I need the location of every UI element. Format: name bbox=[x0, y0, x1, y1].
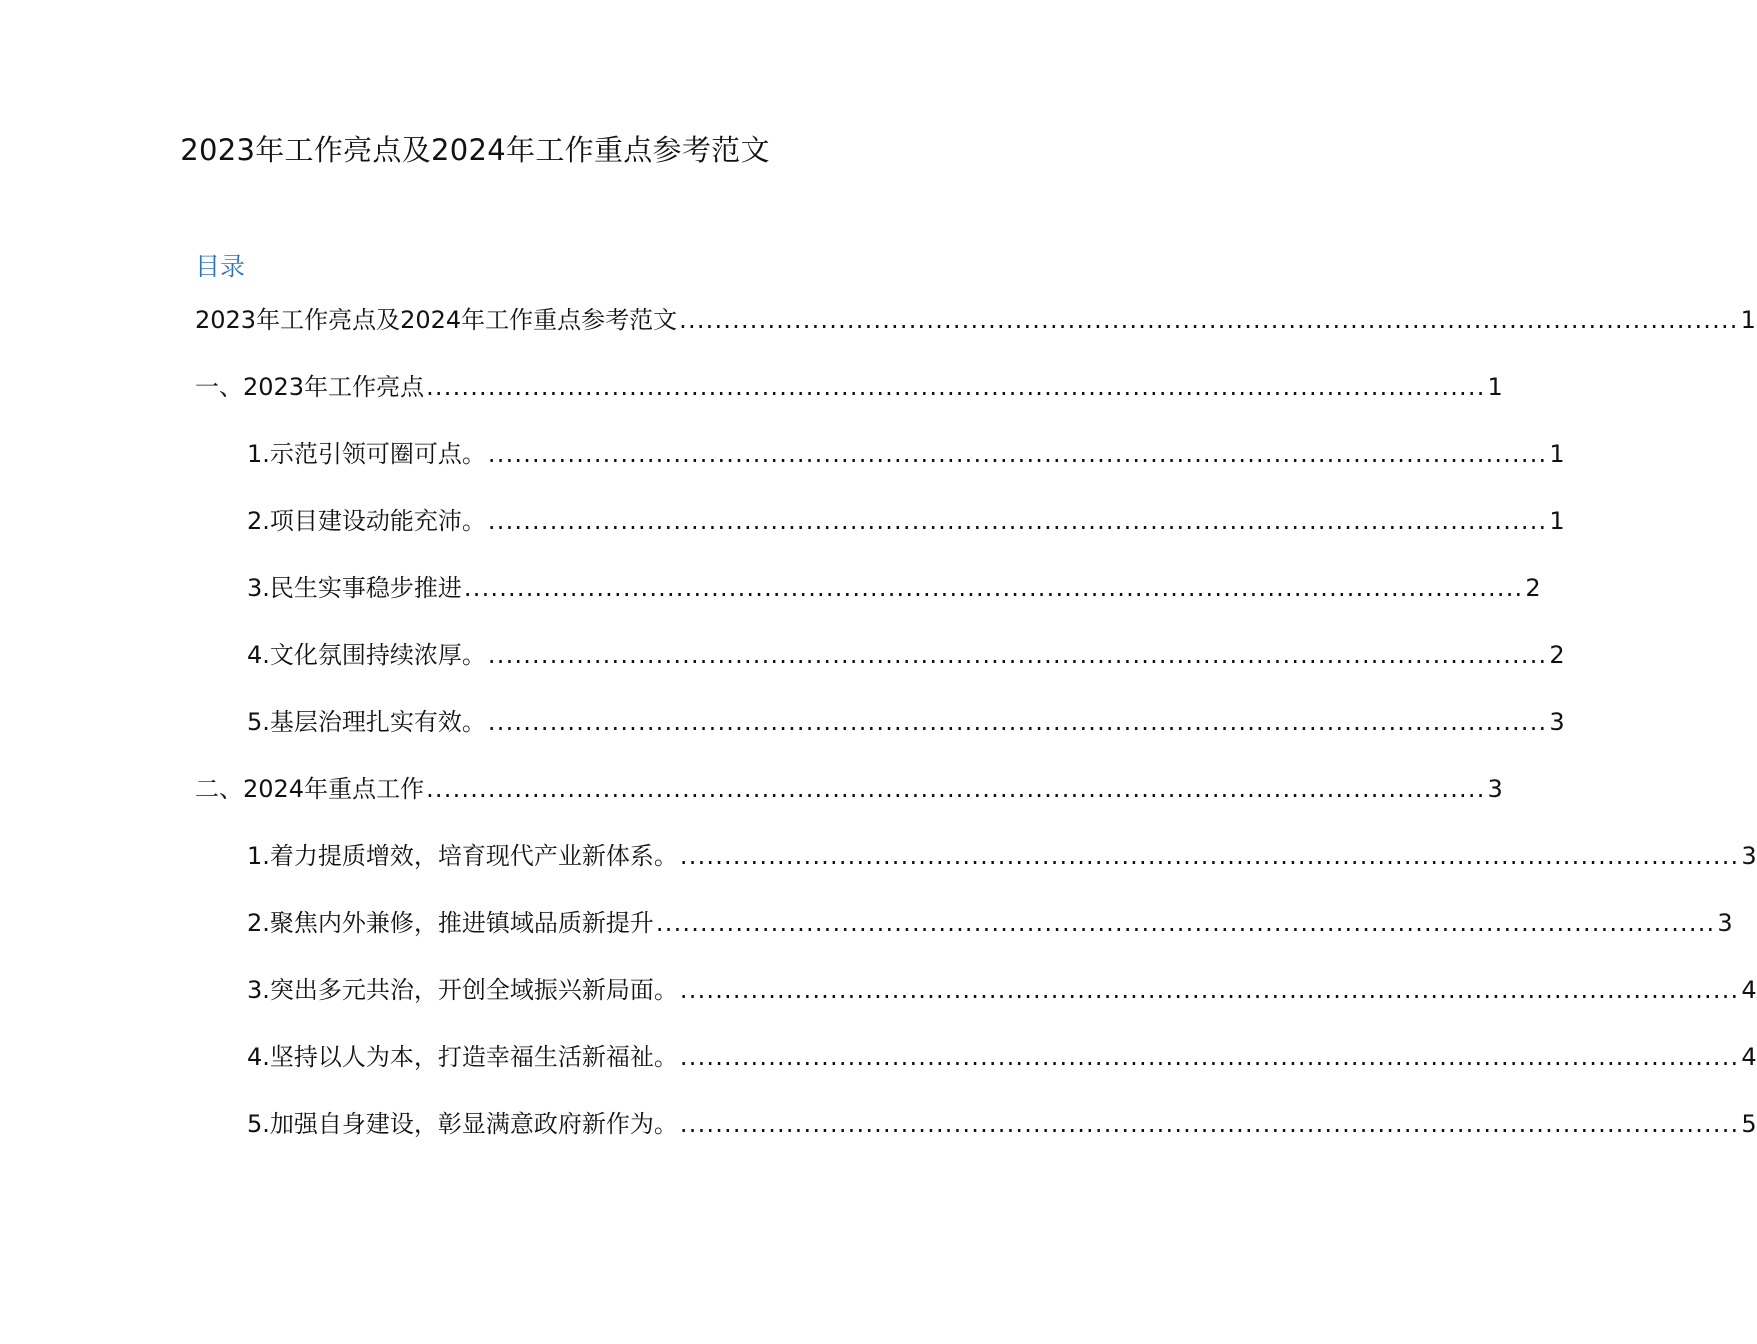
toc-leader-dots: ........................................................................................................................ bbox=[463, 574, 1524, 602]
toc-entry-text: 1.着力提质增效，培育现代产业新体系。 bbox=[247, 842, 678, 870]
toc-entry[interactable] bbox=[195, 772, 1503, 806]
page-title: 2023年工作亮点及2024年工作重点参考范文 bbox=[180, 133, 770, 167]
toc-entry[interactable] bbox=[247, 973, 1757, 1007]
toc-entry-page: 2 bbox=[1549, 641, 1565, 669]
toc-entry-text: 2.聚焦内外兼修，推进镇域品质新提升 bbox=[247, 909, 654, 937]
toc-entry-text: 3.突出多元共治，开创全域振兴新局面。 bbox=[247, 976, 678, 1004]
toc-entry-page: 1 bbox=[1549, 440, 1565, 468]
toc-leader-dots: ........................................................................................................................ bbox=[655, 909, 1716, 937]
toc-entry-text: 5.加强自身建设，彰显满意政府新作为。 bbox=[247, 1110, 678, 1138]
toc-entry[interactable] bbox=[247, 705, 1565, 739]
toc-entry-text: 4.坚持以人为本，打造幸福生活新福祉。 bbox=[247, 1043, 678, 1071]
toc-leader-dots: ........................................................................................................................ bbox=[426, 373, 1486, 401]
toc-leader-dots: ........................................................................................................................ bbox=[679, 976, 1740, 1004]
toc-entry-page: 4 bbox=[1741, 976, 1757, 1004]
toc-entry[interactable] bbox=[247, 906, 1733, 940]
toc-entry-page: 1 bbox=[1740, 306, 1756, 334]
toc-entry-text: 4.文化氛围持续浓厚。 bbox=[247, 641, 486, 669]
toc-entry[interactable] bbox=[247, 638, 1565, 672]
toc-entry-page: 3 bbox=[1717, 909, 1733, 937]
toc-entry-page: 5 bbox=[1741, 1110, 1757, 1138]
toc-entry-page: 4 bbox=[1741, 1043, 1757, 1071]
toc-entry-page: 1 bbox=[1487, 373, 1503, 401]
toc-leader-dots: ........................................................................................................................ bbox=[487, 440, 1548, 468]
toc-leader-dots: ........................................................................................................................ bbox=[426, 775, 1486, 803]
toc-entry-page: 3 bbox=[1549, 708, 1565, 736]
toc-entry[interactable] bbox=[195, 370, 1503, 404]
toc-entry[interactable] bbox=[247, 1040, 1757, 1074]
toc-leader-dots: ........................................................................................................................ bbox=[487, 507, 1548, 535]
toc-entry[interactable] bbox=[247, 504, 1565, 538]
toc-leader-dots: ........................................................................................................................ bbox=[487, 708, 1548, 736]
toc-entry-text: 2.项目建设动能充沛。 bbox=[247, 507, 486, 535]
toc-leader-dots: ........................................................................................................................ bbox=[679, 1043, 1740, 1071]
toc-leader-dots: ........................................................................................................................ bbox=[679, 306, 1739, 334]
toc-entry[interactable] bbox=[247, 1107, 1757, 1141]
toc-entry-text: 2023年工作亮点及2024年工作重点参考范文 bbox=[195, 306, 678, 334]
toc-leader-dots: ........................................................................................................................ bbox=[679, 842, 1740, 870]
toc-leader-dots: ........................................................................................................................ bbox=[679, 1110, 1740, 1138]
toc-entry-text: 3.民生实事稳步推进 bbox=[247, 574, 462, 602]
toc-entry-text: 5.基层治理扎实有效。 bbox=[247, 708, 486, 736]
toc-entry-text: 二、2024年重点工作 bbox=[195, 775, 425, 803]
toc-entry-page: 1 bbox=[1549, 507, 1565, 535]
toc-entry[interactable] bbox=[247, 437, 1565, 471]
toc-entry-page: 3 bbox=[1487, 775, 1503, 803]
toc-entry[interactable] bbox=[195, 303, 1756, 337]
toc-heading: 目录 bbox=[195, 252, 246, 281]
toc-entry-text: 1.示范引领可圈可点。 bbox=[247, 440, 486, 468]
toc-entry-text: 一、2023年工作亮点 bbox=[195, 373, 425, 401]
toc-entry-page: 3 bbox=[1741, 842, 1757, 870]
toc-entry-page: 2 bbox=[1525, 574, 1541, 602]
toc-entry[interactable] bbox=[247, 571, 1541, 605]
toc-leader-dots: ........................................................................................................................ bbox=[487, 641, 1548, 669]
toc-entry[interactable] bbox=[247, 839, 1757, 873]
